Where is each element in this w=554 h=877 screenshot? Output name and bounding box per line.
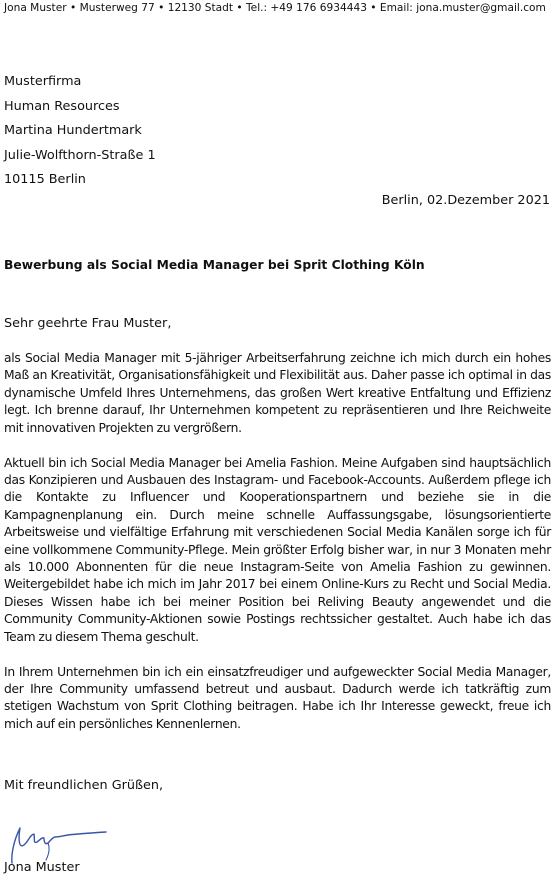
recipient-address-block	[4, 70, 156, 193]
handwritten-signature	[2, 810, 112, 866]
body-paragraph-3: In Ihrem Unternehmen bin ich ein einsatzfreudiger und aufgeweckter Social Media Manager, der Ihre Community umfassend betreut und ausbaut. Dadurch werde ich tatkräftig zum stetigen Wachstum von Sprit Clothing beitragen. Habe ich Ihr Interesse geweckt, freue ich mich auf ein persönliches Kennenlernen.	[4, 664, 551, 731]
signer-name: Jona Muster	[4, 860, 80, 875]
salutation: Sehr geehrte Frau Muster,	[4, 316, 172, 331]
letter-date: Berlin, 02.Dezember 2021	[381, 193, 550, 208]
recipient-contact: Martina Hundertmark	[4, 123, 142, 138]
recipient-company: Musterfirma	[4, 74, 82, 89]
sender-address-line: Jona Muster • Musterweg 77 • 12130 Stadt • Tel.: +49 176 6934443 • Email: jona.muster@gmail.com	[4, 2, 546, 14]
recipient-street: Julie-Wolfthorn-Straße 1	[4, 147, 156, 163]
letter-subject: Bewerbung als Social Media Manager bei Sprit Clothing Köln	[4, 258, 425, 272]
letter-body	[4, 350, 551, 751]
recipient-department: Human Resources	[4, 98, 120, 114]
closing-phrase: Mit freundlichen Grüßen,	[4, 778, 164, 793]
body-paragraph-2: Aktuell bin ich Social Media Manager bei Amelia Fashion. Meine Aufgaben sind hauptsächlich das Konzipieren und Ausbauen des Instagram- und Facebook-Accounts. Außerdem pflege ich die Kontakte zu Influencer und Kooperationspartnern und beziehe sie in die Kampagnenplanung ein. Durch meine schnelle Auffassungsgabe, lösungsorientierte Arbeitsweise und vielfältige Erfahrung mit verschiedenen Social Media Kanälen sorge ich für eine vollkommene Community-Pflege. Mein größter Erfolg bisher war, in nur 3 Monaten mehr als 10.000 Abonnenten für die neue Instagram-Seite von Amelia Fashion zu gewinnen. Weitergebildet habe ich mich im Jahr 2017 bei einem Online-Kurs zu Recht und Social Media. Dieses Wissen habe ich bei meiner Position bei Reliving Beauty angewendet und die Community Community-Aktionen sowie Postings rechtssicher gestaltet. Auch habe ich das Team zu diesem Thema geschult.	[4, 455, 551, 644]
body-paragraph-1: als Social Media Manager mit 5-jähriger Arbeitserfahrung zeichne ich mich durch ein hohes Maß an Kreativität, Organisationsfähigkeit und Flexibilität aus. Daher passe ich optimal in das dynamische Umfeld Ihres Unternehmens, das großen Wert kreative Entfaltung und Effizienz legt. Ich brenne darauf, Ihr Unternehmen kompetent zu repräsentieren und Ihre Reichweite mit innovativen Projekten zu vergrößern.	[4, 351, 551, 435]
recipient-city: 10115 Berlin	[4, 172, 86, 187]
